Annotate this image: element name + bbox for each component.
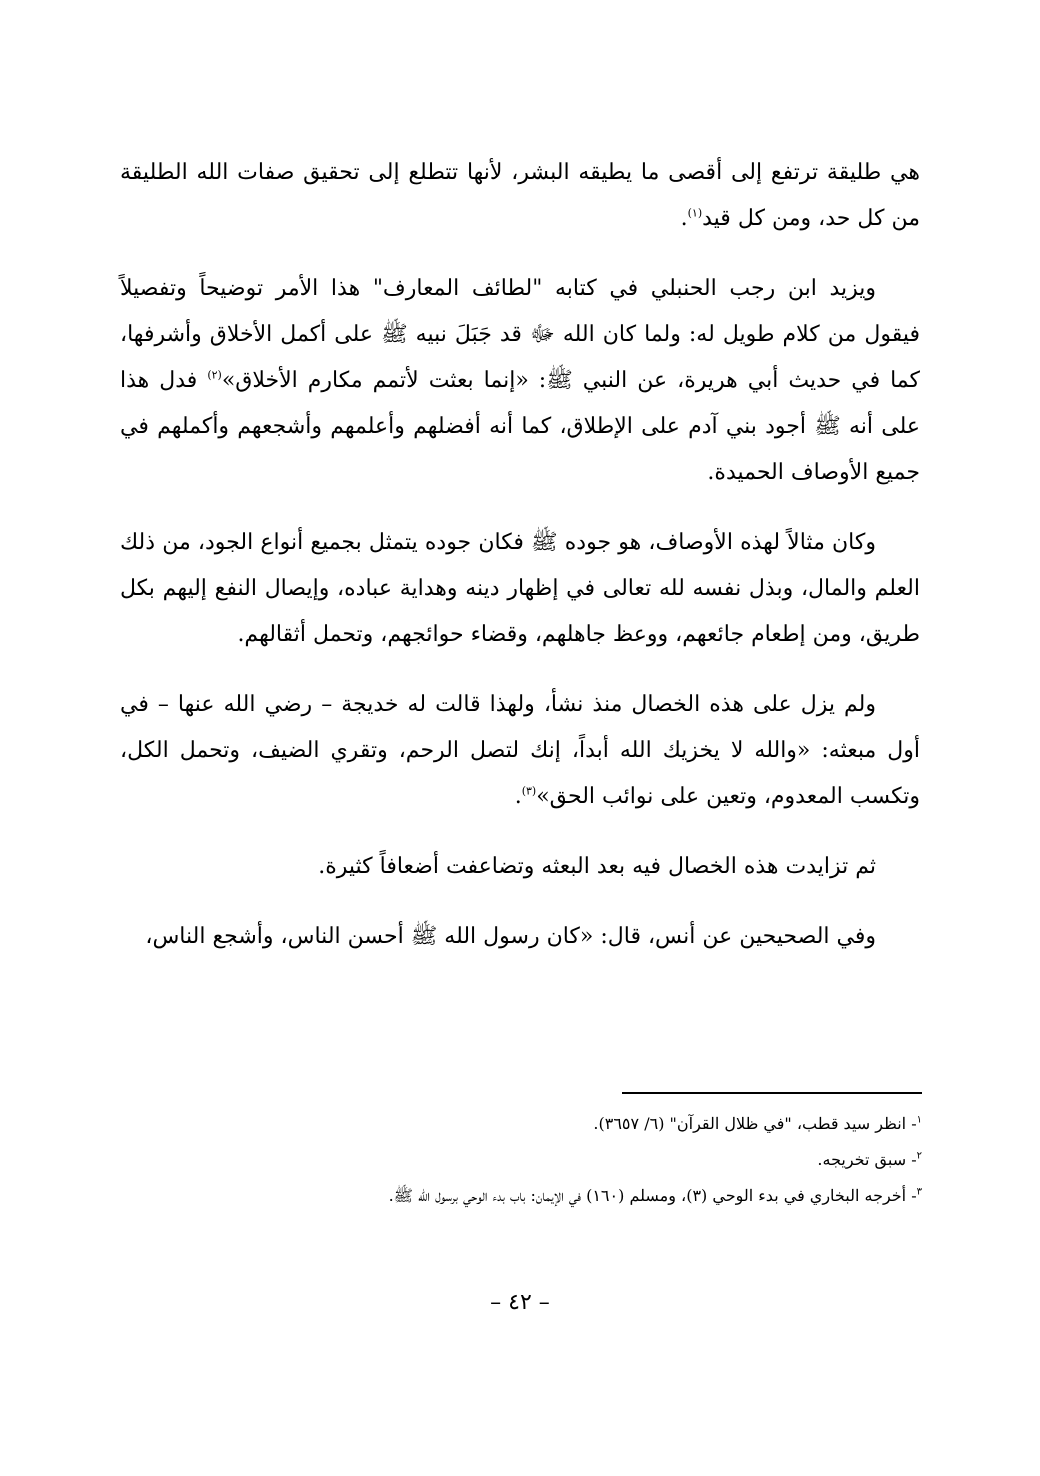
paragraph-tail: فدل هذا على أنه ﷺ أجود بني آدم على الإطلاق، كما أنه أفضلهم وأعلمهم وأشجعهم وأكملهم في جميع الأوصاف الحميدة.	[120, 368, 920, 485]
paragraph-tail: .	[680, 206, 688, 231]
main-text	[120, 150, 920, 984]
paragraph-text: ويزيد ابن رجب الحنبلي في كتابه "لطائف المعارف" هذا الأمر توضيحاً وتفصيلاً فيقول من كلام طويل له: ولما كان الله ﷻ قد جَبَلَ نبيه ﷺ على أكمل الأخلاق وأشرفها، كما في حديث أبي هريرة، عن النبي ﷺ: «إنما بعثت لأتمم مكارم الأخلاق»	[120, 276, 920, 393]
footnote-separator	[622, 1092, 922, 1094]
footnote-1	[120, 1106, 922, 1142]
paragraph-text: ولم يزل على هذه الخصال منذ نشأ، ولهذا قالت له خديجة – رضي الله عنها – في أول مبعثه: «والله لا يخزيك الله أبداً، إنك لتصل الرحم، وتقري الضيف، وتحمل الكل، وتكسب المعدوم، وتعين على نوائب الحق»	[120, 692, 920, 809]
footnote-text: - أخرجه البخاري في بدء الوحي (٣)، ومسلم (١٦٠) في الإيمان: باب بدء الوحي برسول الله ﷺ.	[388, 1186, 917, 1205]
paragraph-2	[120, 266, 920, 496]
paragraph-4	[120, 682, 920, 820]
paragraph-5	[120, 844, 920, 890]
page-number: – ٤٢ –	[490, 1290, 550, 1315]
paragraph-text: ثم تزايدت هذه الخصال فيه بعد البعثه وتضاعفت أضعافاً كثيرة.	[318, 854, 876, 879]
footnote-text: - انظر سيد قطب، "في ظلال القرآن" (٦/ ٣٦٥٧).	[593, 1114, 917, 1133]
footnote-number: ١	[916, 1114, 922, 1126]
footnote-3	[120, 1178, 922, 1214]
footnote-text: - سبق تخريجه.	[817, 1150, 917, 1169]
paragraph-text: وفي الصحيحين عن أنس، قال: «كان رسول الله ﷺ أحسن الناس، وأشجع الناس،	[145, 924, 876, 949]
footnote-ref-1: (١)	[687, 206, 703, 220]
paragraph-6	[120, 914, 920, 960]
footnote-2	[120, 1142, 922, 1178]
paragraph-tail: .	[514, 784, 522, 809]
footnote-ref-2: (٢)	[207, 368, 222, 382]
footnote-number: ٢	[916, 1150, 922, 1162]
footnote-number: ٣	[916, 1186, 922, 1198]
footnote-ref-3: (٣)	[521, 784, 537, 798]
footnotes	[120, 1106, 922, 1214]
paragraph-text: هي طليقة ترتفع إلى أقصى ما يطيقه البشر، لأنها تتطلع إلى تحقيق صفات الله الطليقة من كل حد، ومن كل قيد	[120, 160, 920, 231]
paragraph-text: وكان مثالاً لهذه الأوصاف، هو جوده ﷺ فكان جوده يتمثل بجميع أنواع الجود، من ذلك العلم والمال، وبذل نفسه لله تعالى في إظهار دينه وهداية عباده، وإيصال النفع إليهم بكل طريق، ومن إطعام جائعهم، ووعظ جاهلهم، وقضاء حوائجهم، وتحمل أثقالهم.	[120, 530, 920, 647]
paragraph-1	[120, 150, 920, 242]
paragraph-3	[120, 520, 920, 658]
